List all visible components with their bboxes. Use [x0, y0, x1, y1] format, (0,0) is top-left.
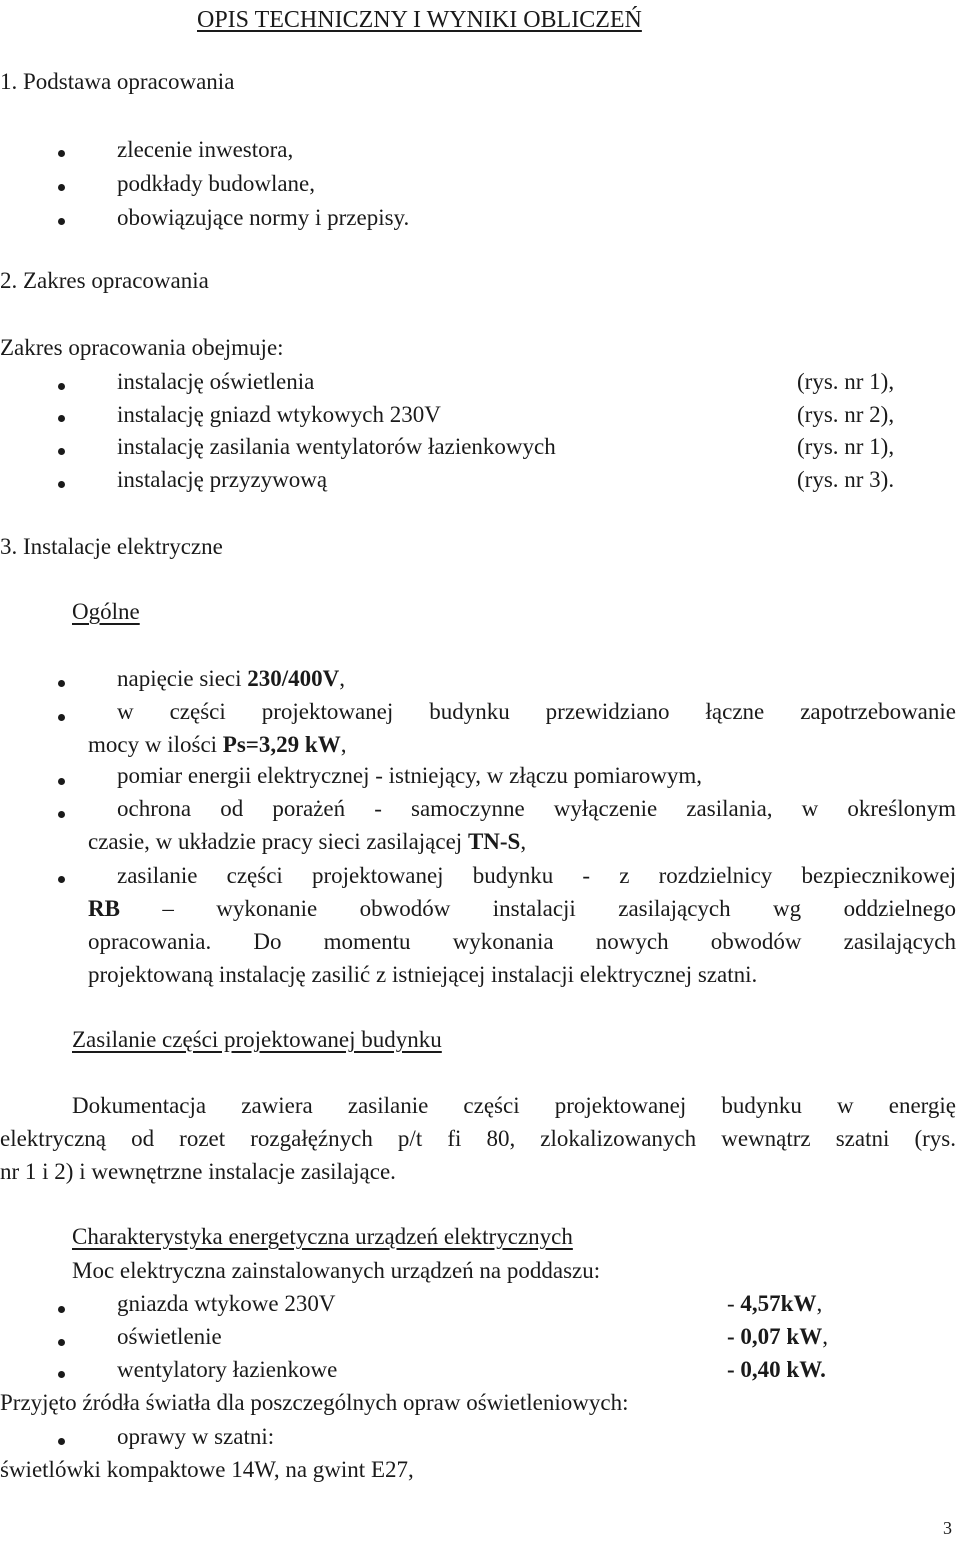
- drawing-reference: (rys. nr 1),: [797, 369, 895, 394]
- list-item: obowiązujące normy i przepisy.: [117, 205, 410, 230]
- energy-item-name: wentylatory łazienkowe: [117, 1357, 338, 1382]
- bullet-icon: [58, 680, 65, 687]
- energy-item-name: gniazda wtykowe 230V: [117, 1291, 336, 1316]
- light-intro: Przyjęto źródła światła dla poszczególnych opraw oświetleniowych:: [0, 1390, 629, 1415]
- energy-item-value: - 0,07 kW,: [727, 1324, 828, 1349]
- list-item-protection: ochrona od porażeń - samoczynne wyłączenie zasilania, w określonym czasie, w układzie pracy sieci zasilającej TN-S,: [88, 796, 956, 854]
- bullet-icon: [58, 778, 65, 785]
- drawing-reference: (rys. nr 3).: [797, 467, 895, 492]
- list-item: zlecenie inwestora,: [117, 137, 294, 162]
- light-detail: świetlówki kompaktowe 14W, na gwint E27,: [0, 1457, 414, 1482]
- section-3-heading: 3. Instalacje elektryczne: [0, 534, 223, 559]
- bullet-icon: [58, 811, 65, 818]
- bullet-icon: [58, 383, 65, 390]
- list-item-metering: pomiar energii elektrycznej - istniejący, w złączu pomiarowym,: [117, 763, 702, 788]
- energy-item-value: - 4,57kW,: [727, 1291, 823, 1316]
- subheading-energy: Charakterystyka energetyczna urządzeń elektrycznych: [72, 1224, 573, 1249]
- bullet-icon: [58, 1438, 65, 1445]
- list-item: instalację gniazd wtykowych 230V: [117, 402, 441, 427]
- subheading-general: Ogólne: [72, 599, 140, 624]
- list-item: instalację przyzywową: [117, 467, 328, 492]
- drawing-reference: (rys. nr 1),: [797, 434, 895, 459]
- bullet-icon: [58, 448, 65, 455]
- bullet-icon: [58, 481, 65, 488]
- subheading-supply: Zasilanie części projektowanej budynku: [72, 1027, 442, 1052]
- drawing-reference: (rys. nr 2),: [797, 402, 895, 427]
- document-title: OPIS TECHNICZNY I WYNIKI OBLICZEŃ: [197, 7, 642, 33]
- energy-intro: Moc elektryczna zainstalowanych urządzeń na poddaszu:: [72, 1258, 601, 1283]
- section-1-heading: 1. Podstawa opracowania: [0, 69, 235, 94]
- scope-intro: Zakres opracowania obejmuje:: [0, 335, 284, 360]
- energy-item-name: oświetlenie: [117, 1324, 222, 1349]
- list-item: podkłady budowlane,: [117, 171, 316, 196]
- bullet-icon: [58, 150, 65, 157]
- supply-paragraph: Dokumentacja zawiera zasilanie części projektowanej budynku w energię elektryczną od rozet rozgałęźnych p/t fi 80, zlokalizowanych wewnątrz szatni (rys. nr 1 i 2) i wewnętrzne instalacje zasilające.: [0, 1093, 956, 1184]
- energy-item-value: - 0,40 kW.: [727, 1357, 826, 1382]
- list-item: instalację zasilania wentylatorów łazienkowych: [117, 434, 556, 459]
- bullet-icon: [58, 218, 65, 225]
- list-item: oprawy w szatni:: [117, 1424, 275, 1449]
- list-item-power: w części projektowanej budynku przewidziano łączne zapotrzebowanie mocy w ilości Ps=3,29 kW,: [88, 699, 956, 757]
- bullet-icon: [58, 876, 65, 883]
- bullet-icon: [58, 415, 65, 422]
- page-number: 3: [943, 1518, 952, 1538]
- bullet-icon: [58, 184, 65, 191]
- bullet-icon: [58, 1339, 65, 1346]
- list-item-supply: zasilanie części projektowanej budynku - z rozdzielnicy bezpiecznikowej RB – wykonanie obwodów instalacji zasilających wg oddzielnego opracowania. Do momentu wykonania nowych obwodów zasilających projektowaną instalację zasilić z istniejącej instalacji elektrycznej szatni.: [88, 863, 956, 987]
- bullet-icon: [58, 1306, 65, 1313]
- bullet-icon: [58, 714, 65, 721]
- section-2-heading: 2. Zakres opracowania: [0, 268, 209, 293]
- bullet-icon: [58, 1371, 65, 1378]
- list-item: instalację oświetlenia: [117, 369, 315, 394]
- list-item-voltage: napięcie sieci 230/400V,: [117, 666, 346, 691]
